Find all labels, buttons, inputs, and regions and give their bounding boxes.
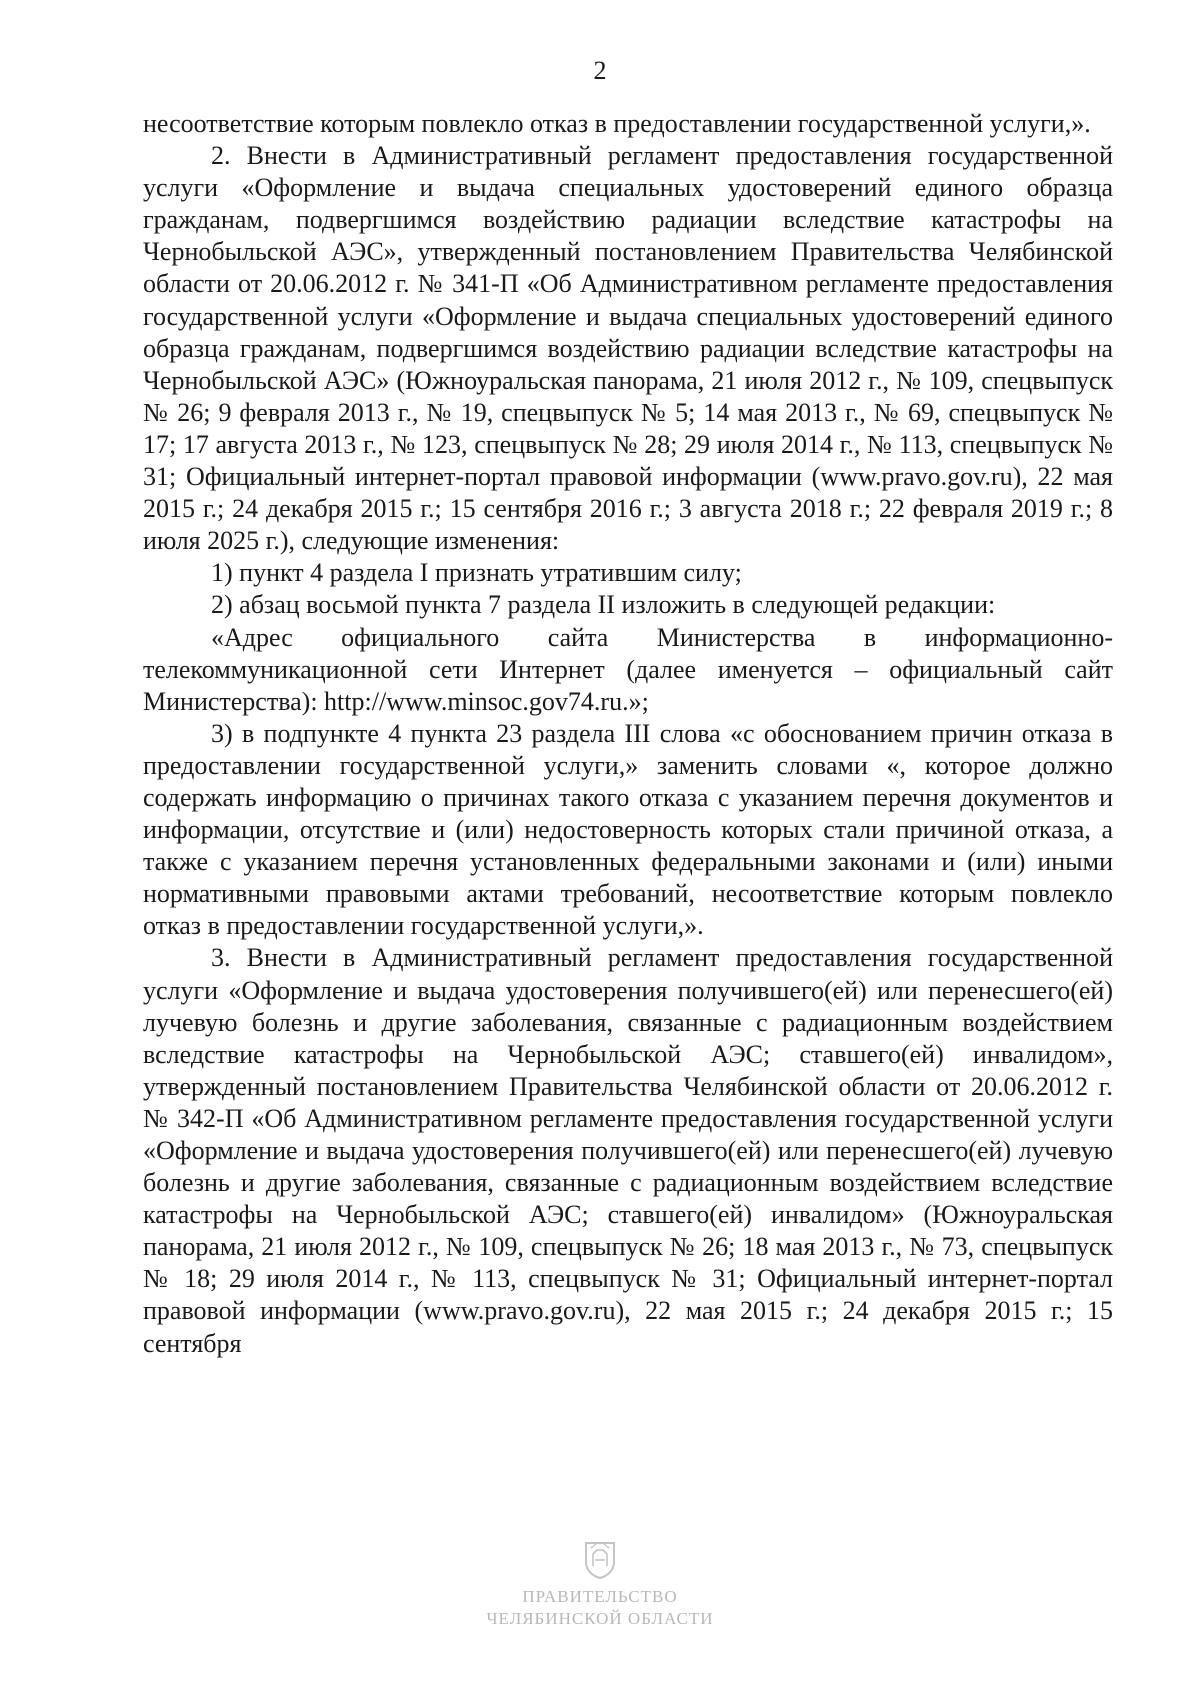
paragraph-continuation: несоответствие которым повлекло отказ в предоставлении государственной услуги,». <box>143 109 1091 138</box>
paragraph-item-3: 3. Внести в Административный регламент предоставления государственной услуги «Оформление и выдача удостоверения получившего(ей) или перенесшего(ей) лучевую болезнь и другие заболевания, связанные с радиационным воздействием вследствие катастрофы на Чернобыльской АЭС; ставшего(ей) инвалидом», утвержденный постановлением Правительства Челябинской области от 20.06.2012 г. № 342-П «Об Административном регламенте предоставления государственной услуги «Оформление и выдача удостоверения получившего(ей) или перенесшего(ей) лучевую болезнь и другие заболевания, связанные с радиационным воздействием вследствие катастрофы на Чернобыльской АЭС; ставшего(ей) инвалидом» (Южноуральская панорама, 21 июля 2012 г., № 109, спецвыпуск № 26; 18 мая 2013 г., № 73, спецвыпуск № 18; 29 июля 2014 г., № 113, спецвыпуск № 31; Официальный интернет-портал правовой информации (www.pravo.gov.ru), 22 мая 2015 г.; 24 декабря 2015 г.; 15 сентября <box>143 943 1113 1358</box>
footer-seal <box>0 1540 1200 1630</box>
page-number: 2 <box>593 56 607 85</box>
paragraph-subitem-1: 1) пункт 4 раздела I признать утратившим силу; <box>211 558 742 588</box>
coat-of-arms-icon <box>583 1540 617 1580</box>
footer-line-2: ЧЕЛЯБИНСКОЙ ОБЛАСТИ <box>486 1609 714 1628</box>
paragraph-subitem-3: 3) в подпункте 4 пункта 23 раздела III слова «с обоснованием причин отказа в предоставлении государственной услуги,» заменить словами «, которое должно содержать информацию о причинах такого отказа с указанием перечня документов и информации, отсутствие и (или) недостоверность которых стали причиной отказа, а также с указанием перечня установленных федеральными законами и (или) иными нормативными правовыми актами требований, несоответствие которым повлекло отказ в предоставлении государственной услуги,». <box>143 718 1113 941</box>
footer-line-1: ПРАВИТЕЛЬСТВО <box>522 1587 678 1606</box>
paragraph-quote-address: «Адрес официального сайта Министерства в информационно-телекоммуникационной сети Интернет (далее именуется – официальный сайт Министерства): http://www.minsoc.gov74.ru.»; <box>143 622 1113 716</box>
paragraph-subitem-2: 2) абзац восьмой пункта 7 раздела II изложить в следующей редакции: <box>211 590 996 620</box>
paragraph-item-2: 2. Внести в Административный регламент предоставления государственной услуги «Оформление и выдача специальных удостоверений единого образца гражданам, подвергшимся воздействию радиации вследствие катастрофы на Чернобыльской АЭС», утвержденный постановлением Правительства Челябинской области от 20.06.2012 г. № 341-П «Об Административном регламенте предоставления государственной услуги «Оформление и выдача специальных удостоверений единого образца гражданам, подвергшимся воздействию радиации вследствие катастрофы на Чернобыльской АЭС» (Южноуральская панорама, 21 июля 2012 г., № 109, спецвыпуск № 26; 9 февраля 2013 г., № 19, спецвыпуск № 5; 14 мая 2013 г., № 69, спецвыпуск № 17; 17 августа 2013 г., № 123, спецвыпуск № 28; 29 июля 2014 г., № 113, спецвыпуск № 31; Официальный интернет-портал правовой информации (www.pravo.gov.ru), 22 мая 2015 г.; 24 декабря 2015 г.; 15 сентября 2016 г.; 3 августа 2018 г.; 22 февраля 2019 г.; 8 июля 2025 г.), следующие изменения: <box>143 141 1113 556</box>
document-body <box>143 108 1113 1360</box>
